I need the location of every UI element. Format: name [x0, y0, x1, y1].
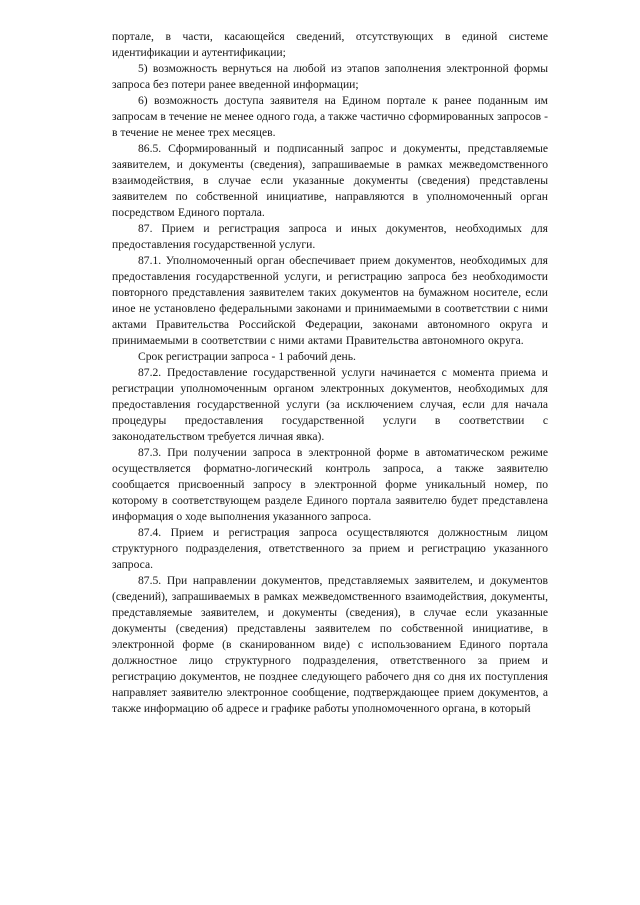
- paragraph-registration-term: Срок регистрации запроса - 1 рабочий день.: [138, 350, 356, 363]
- paragraph-87-3: 87.3. При получении запроса в электронной форме в автоматическом режиме осуществляется форматно-логический контроль запроса, а также заявителю сообщается присвоенный запросу в электронной форме уникальный номер, по которому в соответствующем разделе Единого портала заявителю будет представлена информация о ходе выполнения указанного запроса.: [112, 446, 548, 523]
- document-page: [112, 29, 548, 717]
- paragraph-87-5: 87.5. При направлении документов, представляемых заявителем, и документов (сведений), запрашиваемых в рамках межведомственного взаимодействия, документы, представляемые заявителем, и документы (сведения), в случае если указанные документы (сведения) представлены заявителем по собственной инициативе, в электронной форме (в сканированном виде) с использованием Единого портала должностное лицо структурного подразделения, ответственного за прием и регистрацию документов, не позднее следующего рабочего дня со дня их поступления направляет заявителю электронное сообщение, подтверждающее прием документов, а также информацию об адресе и графике работы уполномоченного органа, в который: [112, 574, 548, 715]
- paragraph-86-5: 86.5. Сформированный и подписанный запрос и документы, представляемые заявителем, и документы (сведения), запрашиваемые в рамках межведомственного взаимодействия, в случае если указанные документы (сведения) представлены заявителем по собственной инициативе, направляются в уполномоченный орган посредством Единого портала.: [112, 142, 548, 219]
- paragraph-87-2: 87.2. Предоставление государственной услуги начинается с момента приема и регистрации уполномоченным органом электронных документов, необходимых для предоставления государственной услуги (за исключением случая, если для начала процедуры предоставления государственной услуги в соответствии с законодательством требуется личная явка).: [112, 366, 548, 443]
- paragraph-item-6: 6) возможность доступа заявителя на Едином портале к ранее поданным им запросам в течение не менее одного года, а также частично сформированных запросов - в течение не менее трех месяцев.: [112, 94, 548, 139]
- paragraph-item-5: 5) возможность вернуться на любой из этапов заполнения электронной формы запроса без потери ранее введенной информации;: [112, 62, 548, 91]
- paragraph-87: 87. Прием и регистрация запроса и иных документов, необходимых для предоставления государственной услуги.: [112, 222, 548, 251]
- paragraph-87-4: 87.4. Прием и регистрация запроса осуществляются должностным лицом структурного подразделения, ответственного за прием и регистрацию указанного запроса.: [112, 526, 548, 571]
- paragraph-continuation: порталe, в части, касающейся сведений, отсутствующих в единой системе идентификации и аутентификации;: [112, 30, 548, 59]
- paragraph-87-1: 87.1. Уполномоченный орган обеспечивает прием документов, необходимых для предоставления государственной услуги, и регистрацию запроса без необходимости повторного представления заявителем таких документов на бумажном носителе, если иное не установлено федеральными законами и принимаемыми в соответствии с ними актами Правительства Российской Федерации, законами автономного округа и принимаемыми в соответствии с ними актами Правительства автономного округа.: [112, 254, 548, 347]
